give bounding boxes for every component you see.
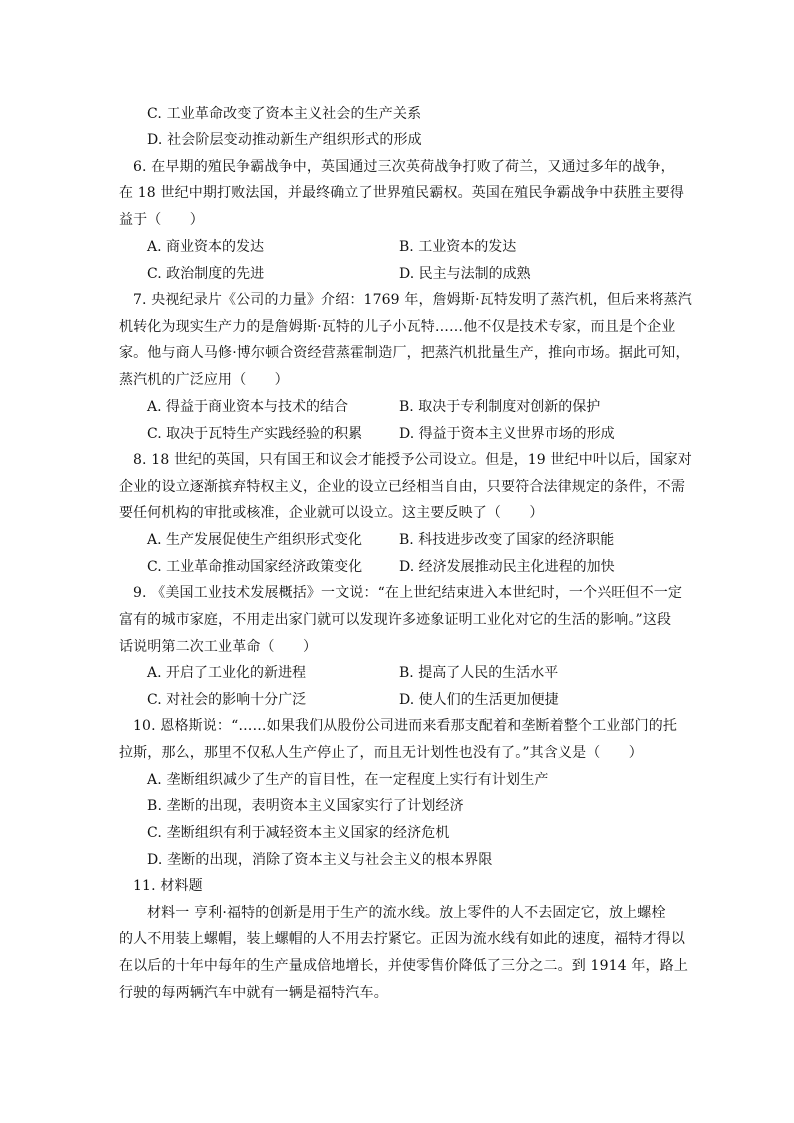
q5-option-c: C. 工业革命改变了资本主义社会的生产关系 [147, 106, 422, 122]
q8-stem-line-3: 要任何机构的审批或核准，企业就可以设立。这主要反映了（ ） [119, 505, 544, 521]
q8-stem-line-2: 企业的设立逐渐摈弃特权主义，企业的设立已经相当自由，只要符合法律规定的条件，不需 [119, 479, 685, 495]
q7-stem-line-2: 机转化为现实生产力的是詹姆斯·瓦特的儿子小瓦特……他不仅是技术专家，而且是个企业 [119, 319, 676, 335]
q6-stem-line-2: 在 18 世纪中期打败法国，并最终确立了世界殖民霸权。英国在殖民争霸战争中获胜主要得 [119, 185, 685, 201]
q7-stem-line-3: 家。他与商人马修·博尔顿合资经营蒸霍制造厂，把蒸汽机批量生产，推向市场。据此可知， [119, 345, 690, 361]
q9-stem-line-2: 富有的城市家庭，不用走出家门就可以发现许多迹象证明工业化对它的生活的影响。”这段 [119, 612, 672, 628]
q7-option-d: D. 得益于资本主义世界市场的形成 [399, 426, 615, 442]
q10-option-b: B. 垄断的出现，表明资本主义国家实行了计划经济 [147, 798, 464, 814]
q7-options-row-1 [147, 397, 647, 417]
q7-option-a: A. 得益于商业资本与技术的结合 [147, 399, 349, 415]
q10-option-d: D. 垄断的出现，消除了资本主义与社会主义的根本界限 [147, 852, 493, 868]
q10-option-a: A. 垄断组织减少了生产的盲目性，在一定程度上实行有计划生产 [147, 772, 549, 788]
q8-option-b: B. 科技进步改变了国家的经济职能 [399, 532, 615, 548]
q6-option-d: D. 民主与法制的成熟 [399, 266, 531, 282]
q9-option-d: D. 使人们的生活更加便捷 [399, 692, 559, 708]
q11-title: 11. 材料题 [133, 878, 203, 894]
q8-option-d: D. 经济发展推动民主化进程的加快 [399, 559, 615, 575]
q6-stem-line-1: 6. 在早期的殖民争霸战争中，英国通过三次英荷战争打败了荷兰，又通过多年的战争， [133, 159, 675, 175]
q10-stem-line-1: 10. 恩格斯说：“……如果我们从股份公司进而来看那支配着和垄断着整个工业部门的托 [133, 718, 678, 734]
q8-options-row-2 [147, 557, 647, 577]
q10-stem-line-2: 拉斯，那么，那里不仅私人生产停止了，而且无计划性也没有了。”其含义是（ ） [119, 745, 643, 761]
q9-option-b: B. 提高了人民的生活水平 [399, 665, 559, 681]
q8-stem-line-1: 8. 18 世纪的英国，只有国王和议会才能授予公司设立。但是，19 世纪中叶以后，国家对 [133, 452, 692, 468]
q9-options-row-1 [147, 663, 647, 683]
q11-material-line-4: 行驶的每两辆汽车中就有一辆是福特汽车。 [119, 985, 388, 1001]
q6-options-row-1 [147, 237, 647, 257]
q9-options-row-2 [147, 690, 647, 710]
q6-stem-line-3: 益于（ ） [119, 212, 204, 228]
q7-options-row-2 [147, 424, 647, 444]
q9-stem-line-1: 9. 《美国工业技术发展概括》一文说：“在上世纪结束进入本世纪时，一个兴旺但不一定 [133, 585, 683, 601]
q11-material-line-3: 在以后的十年中每年的生产量成倍地增长，并使零售价降低了三分之二。到 1914 年，路上 [119, 958, 688, 974]
q8-option-c: C. 工业革命推动国家经济政策变化 [147, 559, 363, 575]
q9-option-a: A. 开启了工业化的新进程 [147, 665, 307, 681]
q9-option-c: C. 对社会的影响十分广泛 [147, 692, 307, 708]
q11-material-line-2: 的人不用装上螺帽，装上螺帽的人不用去拧紧它。正因为流水线有如此的速度，福特才得以 [119, 931, 685, 947]
q10-option-c: C. 垄断组织有利于减轻资本主义国家的经济危机 [147, 825, 450, 841]
q6-options-row-2 [147, 264, 647, 284]
q11-material-line-1: 材料一 亨利·福特的创新是用于生产的流水线。放上零件的人不去固定它，放上螺栓 [147, 905, 666, 921]
q7-stem-line-4: 蒸汽机的广泛应用（ ） [119, 372, 289, 388]
q8-option-a: A. 生产发展促使生产组织形式变化 [147, 532, 363, 548]
q6-option-a: A. 商业资本的发达 [147, 239, 265, 255]
q7-option-c: C. 取决于瓦特生产实践经验的积累 [147, 426, 363, 442]
q6-option-b: B. 工业资本的发达 [399, 239, 517, 255]
q7-stem-line-1: 7. 央视纪录片《公司的力量》介绍：1769 年，詹姆斯·瓦特发明了蒸汽机，但后来将蒸汽 [133, 292, 692, 308]
q5-option-d: D. 社会阶层变动推动新生产组织形式的形成 [147, 132, 422, 148]
q7-option-b: B. 取决于专利制度对创新的保护 [399, 399, 601, 415]
q9-stem-line-3: 话说明第二次工业革命（ ） [119, 639, 318, 655]
q8-options-row-1 [147, 530, 647, 550]
q6-option-c: C. 政治制度的先进 [147, 266, 265, 282]
